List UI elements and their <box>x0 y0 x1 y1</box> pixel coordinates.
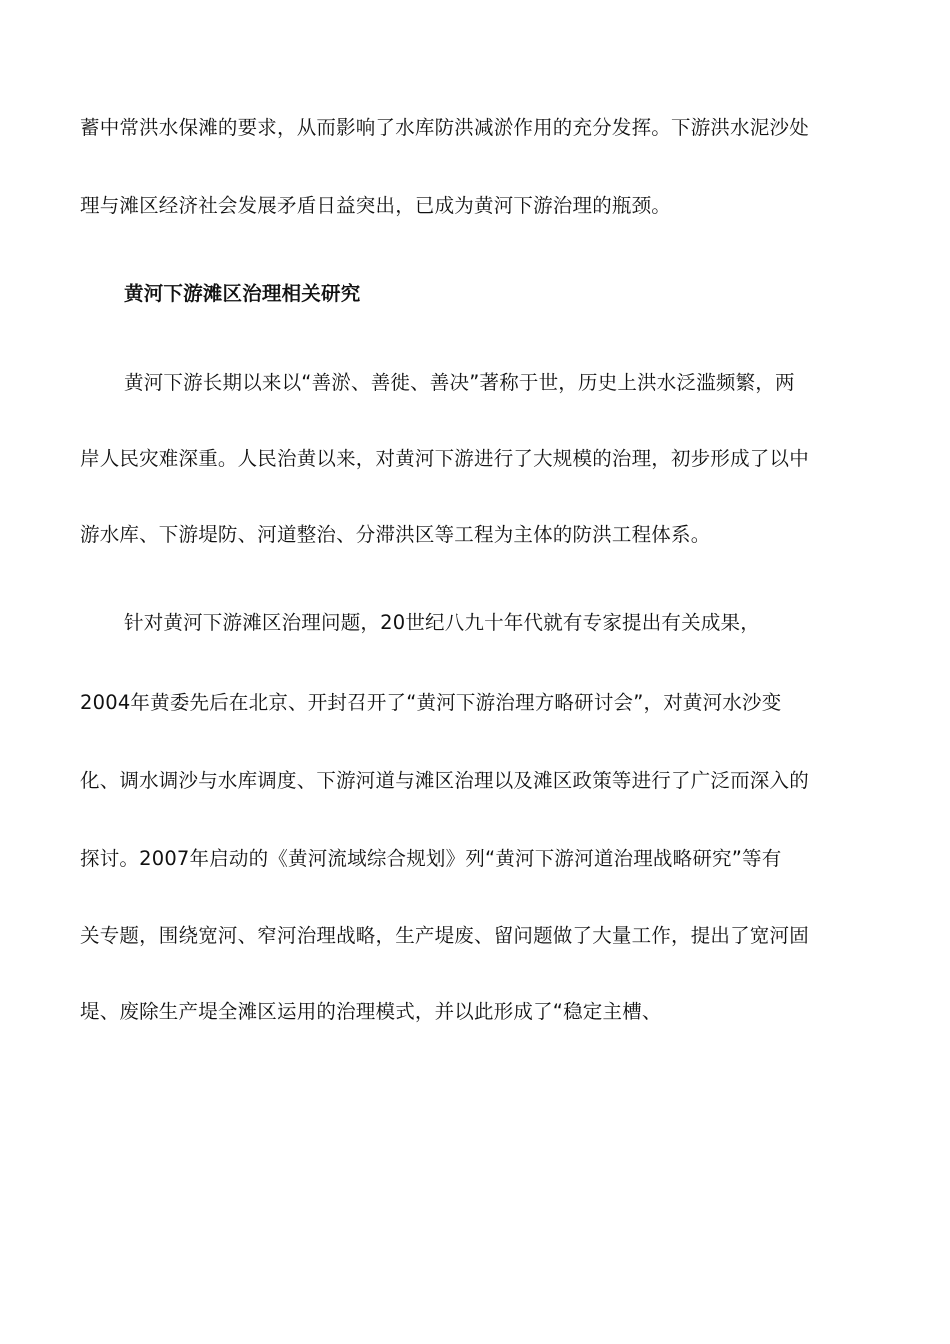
paragraph-line: 黄河下游长期以来以“善淤、善徙、善决”著称于世，历史上洪水泛滥频繁，两 <box>124 371 795 394</box>
paragraph-line: 针对黄河下游滩区治理问题，20世纪八九十年代就有专家提出有关成果， <box>124 611 760 634</box>
paragraph-line: 关专题，围绕宽河、窄河治理战略，生产堤废、留问题做了大量工作，提出了宽河固 <box>80 924 809 947</box>
paragraph-line: 游水库、下游堤防、河道整治、分滞洪区等工程为主体的防洪工程体系。 <box>80 523 711 546</box>
paragraph-line: 蓄中常洪水保滩的要求，从而影响了水库防洪减淤作用的充分发挥。下游洪水泥沙处 <box>80 116 809 139</box>
paragraph-line: 岸人民灾难深重。人民治黄以来，对黄河下游进行了大规模的治理，初步形成了以中 <box>80 447 809 470</box>
paragraph-line: 化、调水调沙与水库调度、下游河道与滩区治理以及滩区政策等进行了广泛而深入的 <box>80 769 809 792</box>
paragraph-line: 堤、废除生产堤全滩区运用的治理模式，并以此形成了“稳定主槽、 <box>80 1000 662 1023</box>
paragraph-line: 探讨。2007年启动的《黄河流域综合规划》列“黄河下游河道治理战略研究”等有 <box>80 847 782 870</box>
paragraph-line: 理与滩区经济社会发展矛盾日益突出，已成为黄河下游治理的瓶颈。 <box>80 194 672 217</box>
paragraph-line: 2004年黄委先后在北京、开封召开了“黄河下游治理方略研讨会”，对黄河水沙变 <box>80 691 782 714</box>
section-heading: 黄河下游滩区治理相关研究 <box>124 282 361 305</box>
